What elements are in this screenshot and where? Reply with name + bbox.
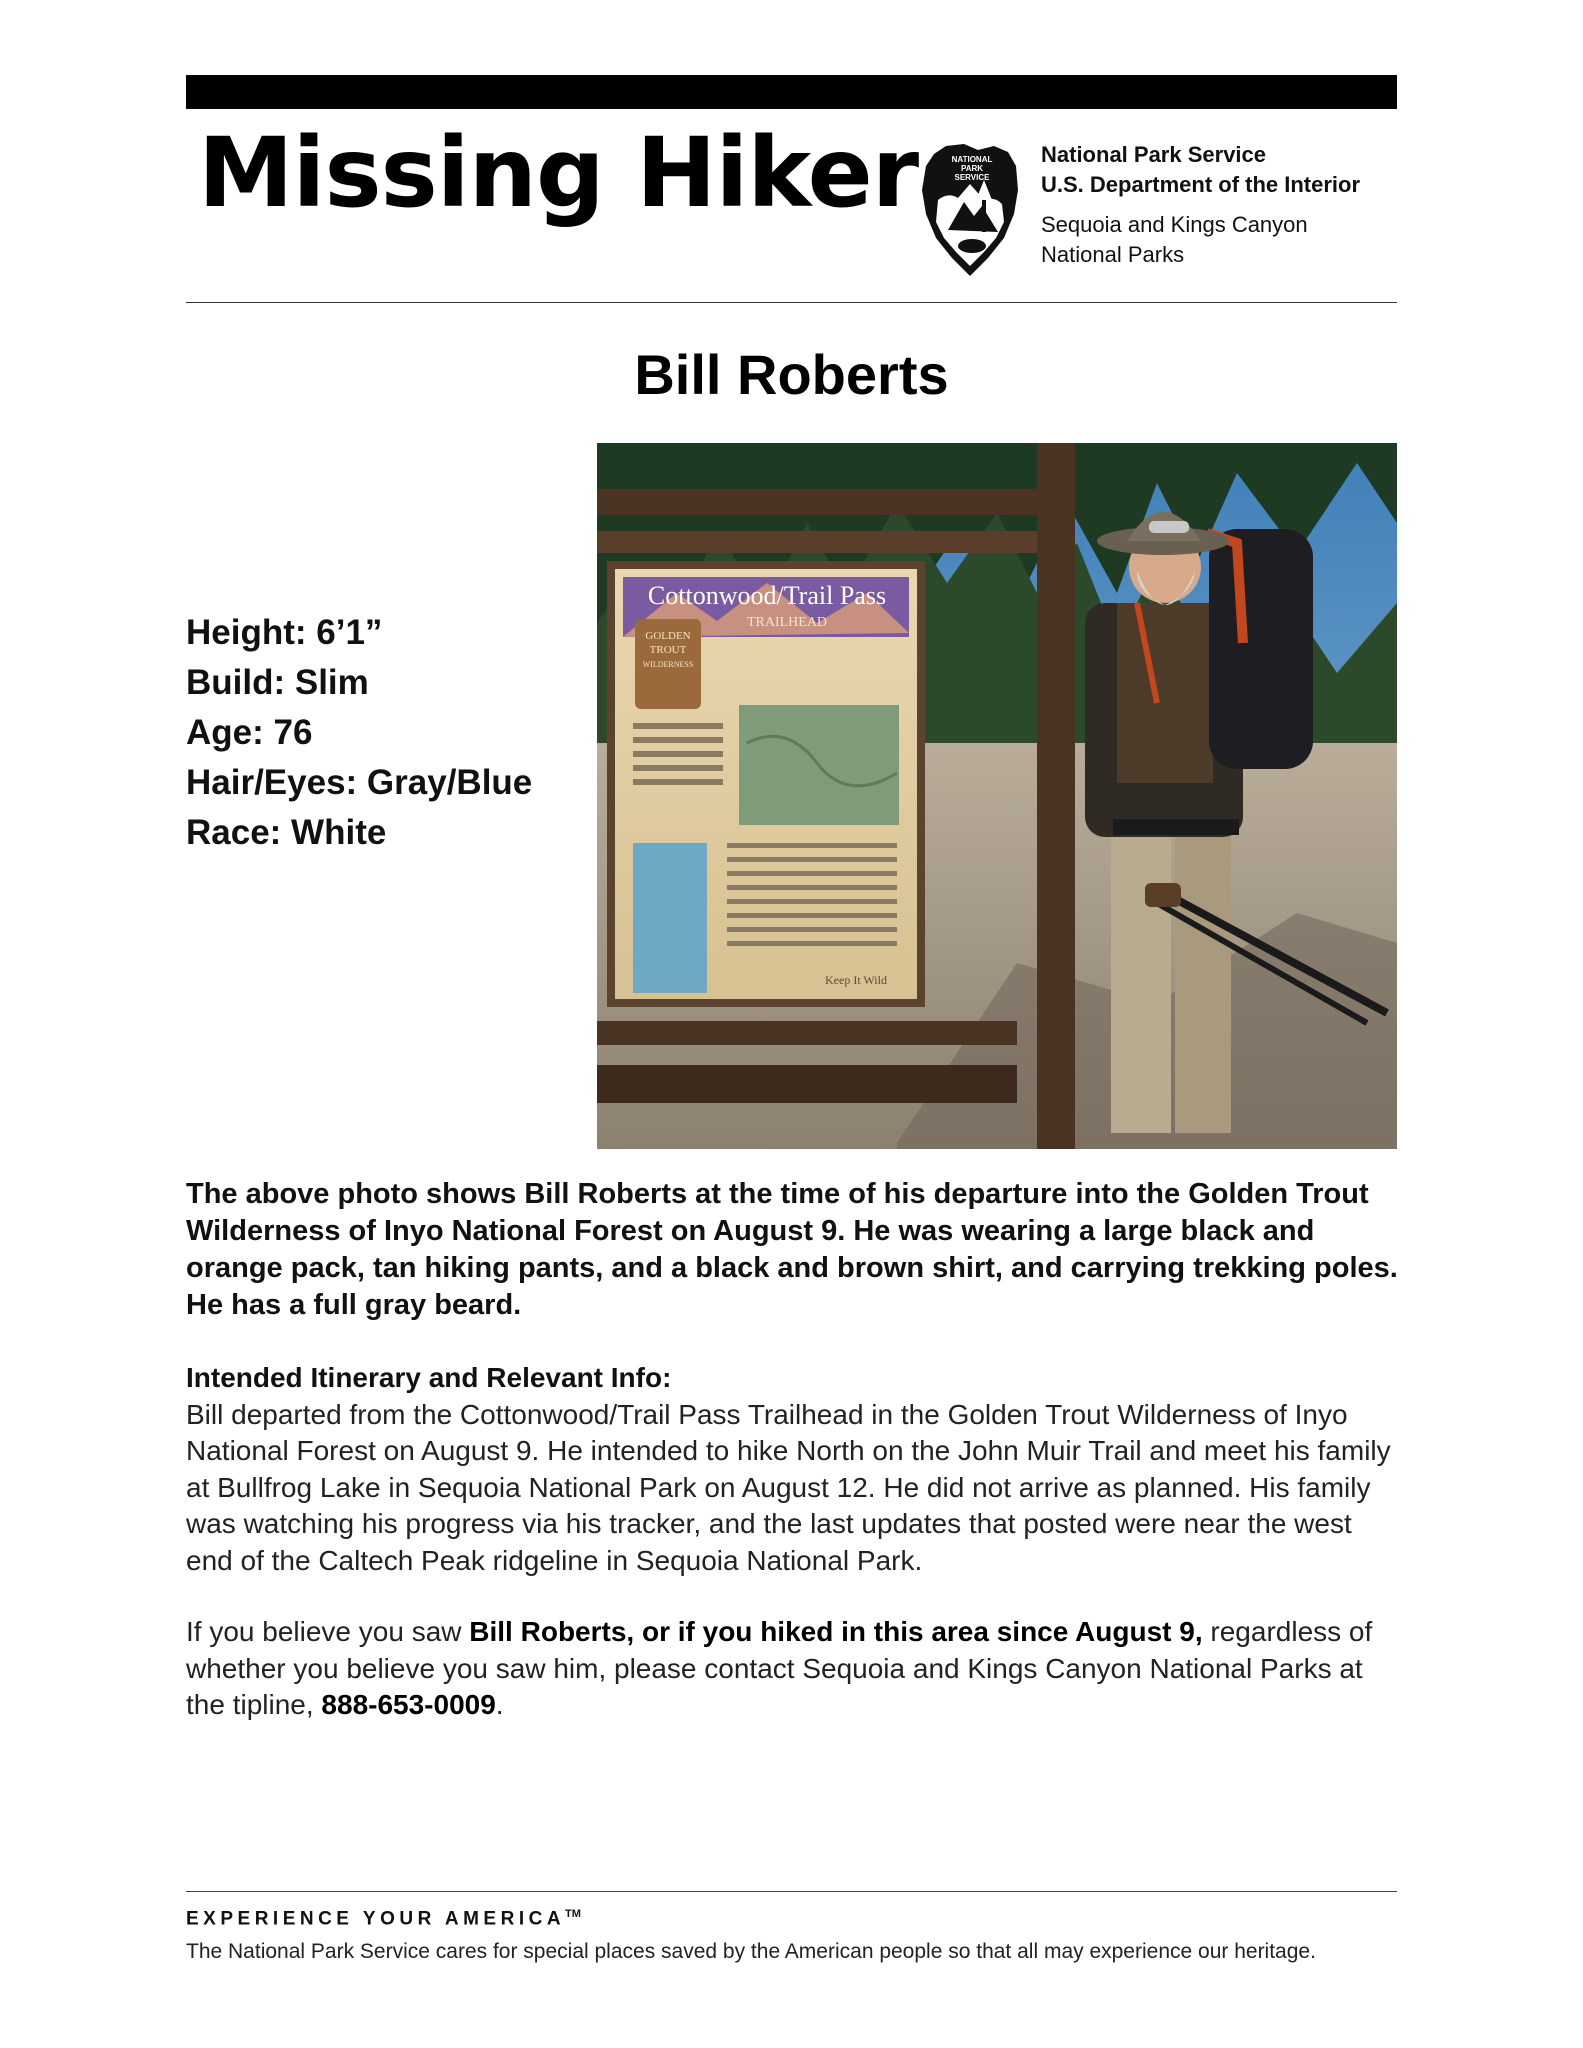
- footer-text: The National Park Service cares for special places saved by the American people so that all may experience our heritage.: [186, 1940, 1316, 1963]
- agency-block: [1041, 140, 1360, 270]
- department-name: U.S. Department of the Interior: [1041, 172, 1361, 197]
- svg-text:TROUT: TROUT: [649, 644, 687, 656]
- detail-height: Height: 6’1”: [186, 613, 383, 652]
- park-name-line1: Sequoia and Kings Canyon: [1041, 212, 1308, 237]
- park-name-line2: National Parks: [1041, 242, 1185, 267]
- svg-text:NATIONAL: NATIONAL: [951, 155, 993, 164]
- footer-slogan: EXPERIENCE YOUR AMERICA™: [186, 1908, 581, 1930]
- itinerary-body: Bill departed from the Cottonwood/Trail Pass Trailhead in the Golden Trout Wilderness of Inyo National Forest on August 9. He intended to hike North on the John Muir Trail and meet his family at Bullfrog Lake in Sequoia National Park on August 12. He did not arrive as planned. His family was watching his progress via his tracker, and the last updates that posted were near the west end of the Caltech Peak ridgeline in Sequoia National Park.: [186, 1398, 1391, 1576]
- svg-text:Keep It Wild: Keep It Wild: [825, 973, 887, 987]
- hiker-photo: [597, 443, 1397, 1149]
- svg-text:SERVICE: SERVICE: [954, 173, 990, 182]
- svg-text:GOLDEN: GOLDEN: [645, 630, 691, 642]
- detail-hair-eyes: Hair/Eyes: Gray/Blue: [186, 763, 533, 802]
- detail-age: Age: 76: [186, 713, 313, 752]
- contact-paragraph: [186, 1614, 1406, 1724]
- page-title: Missing Hiker: [198, 117, 919, 229]
- tipline-phone: 888-653-0009: [321, 1689, 496, 1720]
- contact-end: .: [495, 1689, 504, 1720]
- contact-text-1: If you believe you saw: [186, 1616, 470, 1647]
- footer-divider: [186, 1891, 1397, 1892]
- photo-description: The above photo shows Bill Roberts at the time of his departure into the Golden Trout Wilderness of Inyo National Forest on August 9. He was wearing a large black and orange pack, tan hiking pants, and a black and brown shirt, and carrying trekking poles. He has a full gray beard.: [186, 1178, 1398, 1321]
- svg-text:PARK: PARK: [960, 164, 984, 173]
- svg-text:Cottonwood/Trail Pass: Cottonwood/Trail Pass: [647, 581, 887, 610]
- agency-name: National Park Service: [1041, 142, 1267, 167]
- svg-text:TRAILHEAD: TRAILHEAD: [746, 615, 828, 630]
- itinerary-section: [186, 1360, 1406, 1579]
- trademark-mark: TM: [565, 1908, 581, 1920]
- itinerary-heading: Intended Itinerary and Relevant Info:: [186, 1362, 672, 1393]
- header-divider: [186, 302, 1397, 303]
- physical-description: [186, 608, 532, 858]
- header-bar: [186, 75, 1397, 109]
- hiker-name: Bill Roberts: [634, 343, 949, 406]
- contact-emphasis: Bill Roberts, or if you hiked in this area since August 9,: [469, 1616, 1203, 1647]
- nps-arrowhead-logo: [918, 142, 1022, 278]
- contact-text-2: regardless of whether you believe you saw him, please contact Sequoia and Kings Canyon National Parks at the tipline,: [186, 1616, 1373, 1720]
- detail-build: Build: Slim: [186, 663, 369, 702]
- detail-race: Race: White: [186, 813, 387, 852]
- svg-text:WILDERNESS: WILDERNESS: [642, 660, 694, 669]
